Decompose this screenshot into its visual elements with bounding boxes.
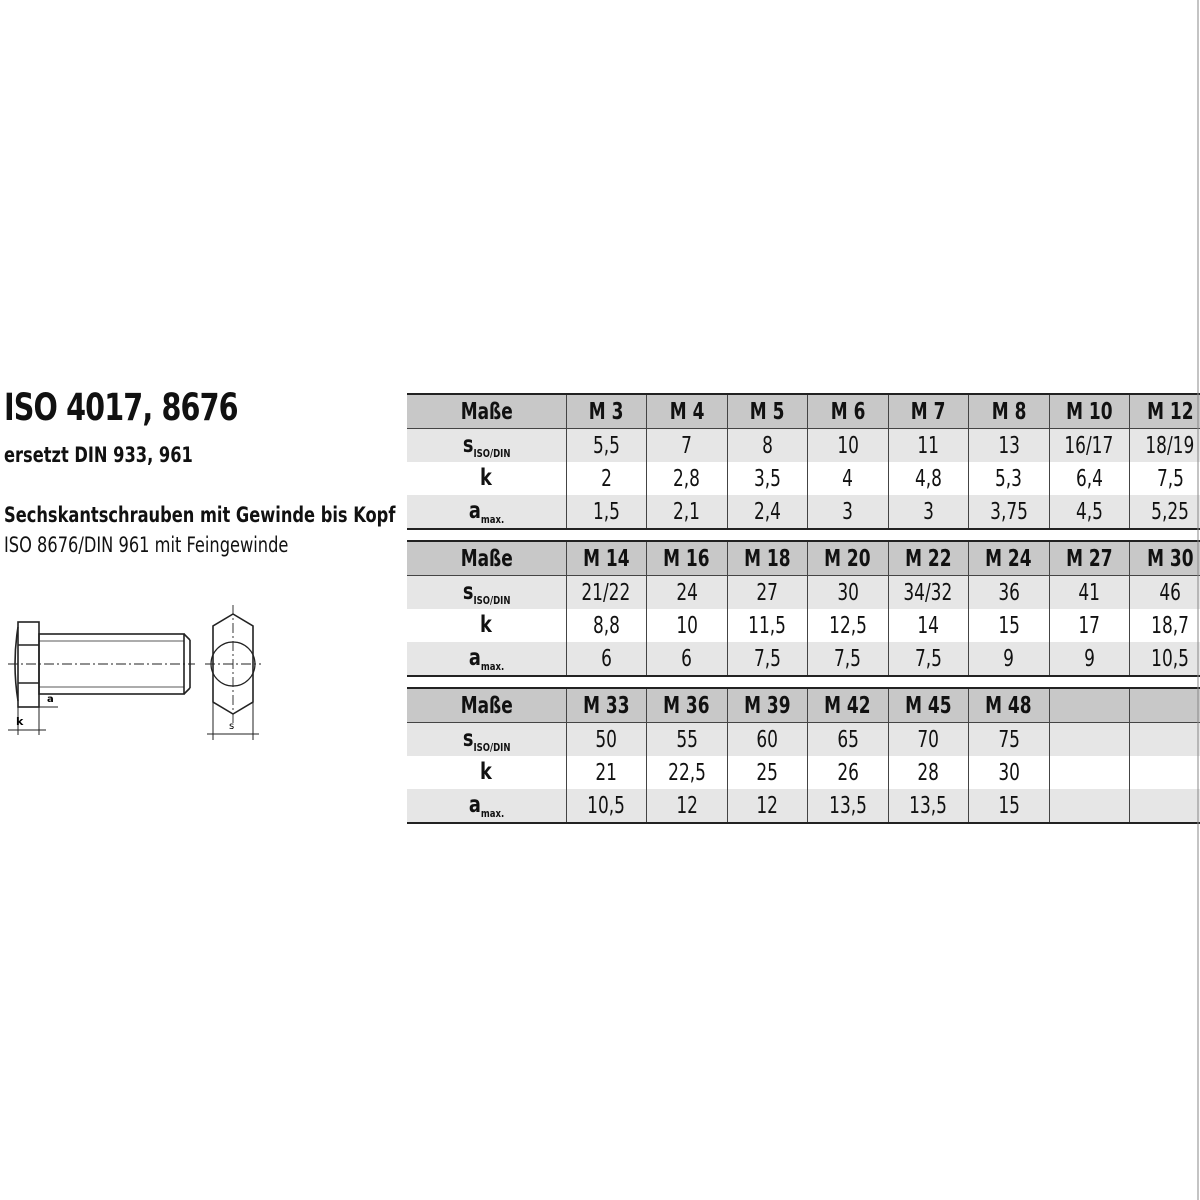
size-column-header [808, 394, 889, 429]
cell-value: 2 [600, 465, 612, 492]
cell-value: 30 [836, 579, 859, 606]
size-column-header [888, 688, 969, 723]
row-label-subscript: ISO/DIN [473, 740, 511, 754]
size-column-header [566, 688, 647, 723]
table-row [407, 723, 1200, 757]
cell-value: 25 [756, 759, 779, 786]
size-label: M 6 [830, 398, 866, 425]
row-label-cell [407, 723, 566, 757]
value-cell [808, 756, 889, 789]
cell-value: 34/32 [903, 579, 953, 606]
row-label: a [468, 791, 481, 818]
size-label: M 36 [663, 692, 710, 719]
cell-value: 2,8 [673, 465, 701, 492]
row-label: s [462, 725, 474, 752]
row-label-cell [407, 642, 566, 676]
value-cell [808, 789, 889, 823]
cell-value: 50 [595, 726, 618, 753]
cell-value: 6 [681, 645, 693, 672]
size-label: M 10 [1066, 398, 1113, 425]
size-column-header [727, 688, 808, 723]
value-cell [1130, 576, 1200, 610]
cell-value: 36 [997, 579, 1020, 606]
cell-value: 7,5 [1156, 465, 1184, 492]
value-cell [969, 723, 1050, 757]
cell-value: 21 [595, 759, 618, 786]
size-column-header [647, 394, 728, 429]
cell-value: 7,5 [834, 645, 862, 672]
cell-value: 12 [756, 792, 779, 819]
cell-value: 3 [842, 498, 854, 525]
row-label-subscript: max. [480, 512, 504, 526]
cell-value: 10 [836, 432, 859, 459]
cell-value: 14 [917, 612, 940, 639]
value-cell [808, 429, 889, 463]
value-cell [566, 429, 647, 463]
cell-value: 7,5 [753, 645, 781, 672]
row-label-cell [407, 756, 566, 789]
table-header-row [407, 394, 1200, 429]
dimension-table [407, 687, 1200, 824]
cell-value: 18/19 [1145, 432, 1195, 459]
value-cell [1130, 642, 1200, 676]
value-cell [1049, 576, 1130, 610]
value-cell [1130, 609, 1200, 642]
value-cell [808, 576, 889, 610]
header-label-cell [407, 394, 566, 429]
size-column-header [969, 394, 1050, 429]
value-cell [888, 609, 969, 642]
bolt-head [18, 622, 39, 707]
size-column-header [888, 394, 969, 429]
size-column-header [566, 541, 647, 576]
cell-value: 1,5 [592, 498, 620, 525]
value-cell [1130, 495, 1200, 529]
header-block [4, 385, 394, 557]
size-label: M 39 [744, 692, 791, 719]
dimension-tables [407, 393, 1200, 834]
table-header-row [407, 541, 1200, 576]
value-cell [566, 462, 647, 495]
value-cell [969, 609, 1050, 642]
value-cell [808, 723, 889, 757]
value-cell [566, 495, 647, 529]
size-label: M 27 [1066, 545, 1113, 572]
product-description: Sechskantschrauben mit Gewinde bis Kopf [4, 503, 396, 527]
size-column-header [566, 394, 647, 429]
row-label-cell [407, 462, 566, 495]
size-column-header [1049, 541, 1130, 576]
size-column-header [647, 688, 728, 723]
cell-value: 6 [600, 645, 612, 672]
table-row [407, 642, 1200, 676]
cell-value: 9 [1083, 645, 1095, 672]
table-row [407, 756, 1200, 789]
value-cell [808, 462, 889, 495]
row-label: k [480, 611, 493, 638]
cell-value: 5,5 [592, 432, 620, 459]
cell-value: 12,5 [828, 612, 867, 639]
value-cell [647, 429, 728, 463]
value-cell [566, 723, 647, 757]
dimension-table [407, 393, 1200, 530]
value-cell [888, 576, 969, 610]
size-label: M 24 [985, 545, 1032, 572]
table-row [407, 495, 1200, 529]
value-cell [969, 495, 1050, 529]
value-cell [969, 576, 1050, 610]
row-label: s [462, 431, 474, 458]
dimension-table [407, 540, 1200, 677]
value-cell [808, 642, 889, 676]
cell-value: 4,5 [1075, 498, 1103, 525]
value-cell [1049, 429, 1130, 463]
cell-value: 5,3 [995, 465, 1023, 492]
row-label-subscript: max. [480, 659, 504, 673]
cell-value: 4 [842, 465, 854, 492]
table-header-row [407, 688, 1200, 723]
size-label: M 22 [905, 545, 952, 572]
size-label: M 12 [1146, 398, 1194, 425]
value-cell [1130, 462, 1200, 495]
cell-value: 10,5 [587, 792, 626, 819]
page-subtitle: ersetzt DIN 933, 961 [4, 443, 193, 467]
value-cell [888, 429, 969, 463]
cell-value: 41 [1078, 579, 1101, 606]
cell-value: 12 [675, 792, 698, 819]
label-a: a [47, 694, 54, 705]
header-label: Maße [460, 692, 513, 719]
size-column-header [969, 541, 1050, 576]
value-cell [566, 576, 647, 610]
value-cell [647, 723, 728, 757]
size-label: M 45 [905, 692, 952, 719]
value-cell [888, 756, 969, 789]
cell-value: 10,5 [1151, 645, 1189, 672]
value-cell [566, 642, 647, 676]
value-cell [566, 789, 647, 823]
header-label-cell [407, 541, 566, 576]
size-label: M 42 [824, 692, 871, 719]
cell-value: 24 [675, 579, 698, 606]
value-cell [727, 642, 808, 676]
cell-value: 8,8 [592, 612, 620, 639]
row-label-subscript: ISO/DIN [473, 446, 511, 460]
cell-value: 17 [1078, 612, 1101, 639]
header-label: Maße [460, 398, 513, 425]
table-row [407, 429, 1200, 463]
row-label-cell [407, 495, 566, 529]
table-row [407, 609, 1200, 642]
page-title: ISO 4017, 8676 [4, 386, 238, 429]
row-label-cell [407, 429, 566, 463]
cell-value: 7 [681, 432, 693, 459]
cell-value: 65 [836, 726, 859, 753]
cell-value: 30 [997, 759, 1020, 786]
row-label: a [468, 497, 481, 524]
cell-value: 3 [922, 498, 934, 525]
row-label-cell [407, 789, 566, 823]
row-label-cell [407, 576, 566, 610]
cell-value: 3,75 [989, 498, 1028, 525]
value-cell [969, 429, 1050, 463]
size-label: M 5 [749, 398, 785, 425]
size-label: M 48 [985, 692, 1032, 719]
value-cell [808, 609, 889, 642]
product-variant-note: ISO 8676/DIN 961 mit Feingewinde [4, 533, 289, 557]
size-column-header [969, 688, 1050, 723]
cell-value: 15 [997, 612, 1020, 639]
value-cell [647, 462, 728, 495]
label-s: s [229, 721, 235, 732]
size-label: M 30 [1146, 545, 1194, 572]
size-label: M 4 [669, 398, 705, 425]
header-label-cell [407, 688, 566, 723]
row-label: k [480, 758, 493, 785]
size-column-header [1130, 394, 1200, 429]
size-column-header [1130, 688, 1200, 723]
row-label: s [462, 578, 474, 605]
cell-value: 13,5 [828, 792, 867, 819]
value-cell [1049, 756, 1130, 789]
value-cell [727, 609, 808, 642]
cell-value: 15 [997, 792, 1020, 819]
value-cell [1130, 723, 1200, 757]
cell-value: 2,4 [753, 498, 781, 525]
cell-value: 11 [917, 432, 940, 459]
cell-value: 46 [1159, 579, 1181, 606]
size-column-header [647, 541, 728, 576]
value-cell [647, 576, 728, 610]
value-cell [727, 756, 808, 789]
row-label: k [480, 464, 493, 491]
size-label: M 8 [991, 398, 1027, 425]
header-label: Maße [460, 545, 513, 572]
value-cell [1130, 756, 1200, 789]
cell-value: 2,1 [673, 498, 701, 525]
value-cell [969, 756, 1050, 789]
cell-value: 18,7 [1151, 612, 1189, 639]
value-cell [727, 495, 808, 529]
size-column-header [1130, 541, 1200, 576]
size-column-header [727, 541, 808, 576]
value-cell [727, 789, 808, 823]
cell-value: 26 [836, 759, 859, 786]
cell-value: 55 [675, 726, 698, 753]
right-edge-line [1196, 0, 1200, 1200]
size-column-header [888, 541, 969, 576]
row-label-cell [407, 609, 566, 642]
size-column-header [1049, 688, 1130, 723]
value-cell [888, 495, 969, 529]
value-cell [969, 789, 1050, 823]
cell-value: 6,4 [1075, 465, 1103, 492]
value-cell [647, 642, 728, 676]
cell-value: 8 [761, 432, 773, 459]
value-cell [1049, 495, 1130, 529]
value-cell [888, 642, 969, 676]
size-label: M 20 [824, 545, 871, 572]
cell-value: 16/17 [1064, 432, 1114, 459]
value-cell [727, 723, 808, 757]
row-label-subscript: ISO/DIN [473, 593, 511, 607]
value-cell [647, 756, 728, 789]
hex-bolt-drawing [0, 605, 270, 745]
value-cell [808, 495, 889, 529]
cell-value: 21/22 [581, 579, 631, 606]
size-label: M 14 [583, 545, 630, 572]
size-label: M 33 [583, 692, 630, 719]
size-label: M 3 [588, 398, 624, 425]
value-cell [1049, 609, 1130, 642]
value-cell [727, 462, 808, 495]
row-label-subscript: max. [480, 806, 504, 820]
size-label: M 18 [744, 545, 791, 572]
cell-value: 13,5 [909, 792, 948, 819]
value-cell [727, 429, 808, 463]
value-cell [969, 462, 1050, 495]
cell-value: 27 [756, 579, 779, 606]
value-cell [1049, 723, 1130, 757]
table-row [407, 462, 1200, 495]
size-label: M 16 [663, 545, 710, 572]
size-column-header [1049, 394, 1130, 429]
size-column-header [808, 688, 889, 723]
table-row [407, 789, 1200, 823]
cell-value: 5,25 [1151, 498, 1189, 525]
value-cell [888, 789, 969, 823]
cell-value: 7,5 [914, 645, 942, 672]
value-cell [647, 609, 728, 642]
value-cell [1049, 642, 1130, 676]
size-label: M 7 [910, 398, 946, 425]
size-column-header [727, 394, 808, 429]
row-label: a [468, 644, 481, 671]
table-row [407, 576, 1200, 610]
value-cell [969, 642, 1050, 676]
value-cell [566, 756, 647, 789]
value-cell [727, 576, 808, 610]
cell-value: 9 [1003, 645, 1015, 672]
cell-value: 4,8 [914, 465, 942, 492]
value-cell [566, 609, 647, 642]
cell-value: 10 [675, 612, 698, 639]
value-cell [888, 462, 969, 495]
label-k: k [16, 715, 24, 728]
cell-value: 60 [756, 726, 779, 753]
cell-value: 70 [917, 726, 940, 753]
cell-value: 13 [997, 432, 1020, 459]
value-cell [1049, 789, 1130, 823]
value-cell [647, 495, 728, 529]
size-column-header [808, 541, 889, 576]
value-cell [1130, 789, 1200, 823]
value-cell [1130, 429, 1200, 463]
cell-value: 22,5 [667, 759, 706, 786]
cell-value: 3,5 [753, 465, 781, 492]
cell-value: 11,5 [748, 612, 787, 639]
value-cell [1049, 462, 1130, 495]
value-cell [647, 789, 728, 823]
value-cell [888, 723, 969, 757]
cell-value: 28 [917, 759, 940, 786]
cell-value: 75 [997, 726, 1020, 753]
